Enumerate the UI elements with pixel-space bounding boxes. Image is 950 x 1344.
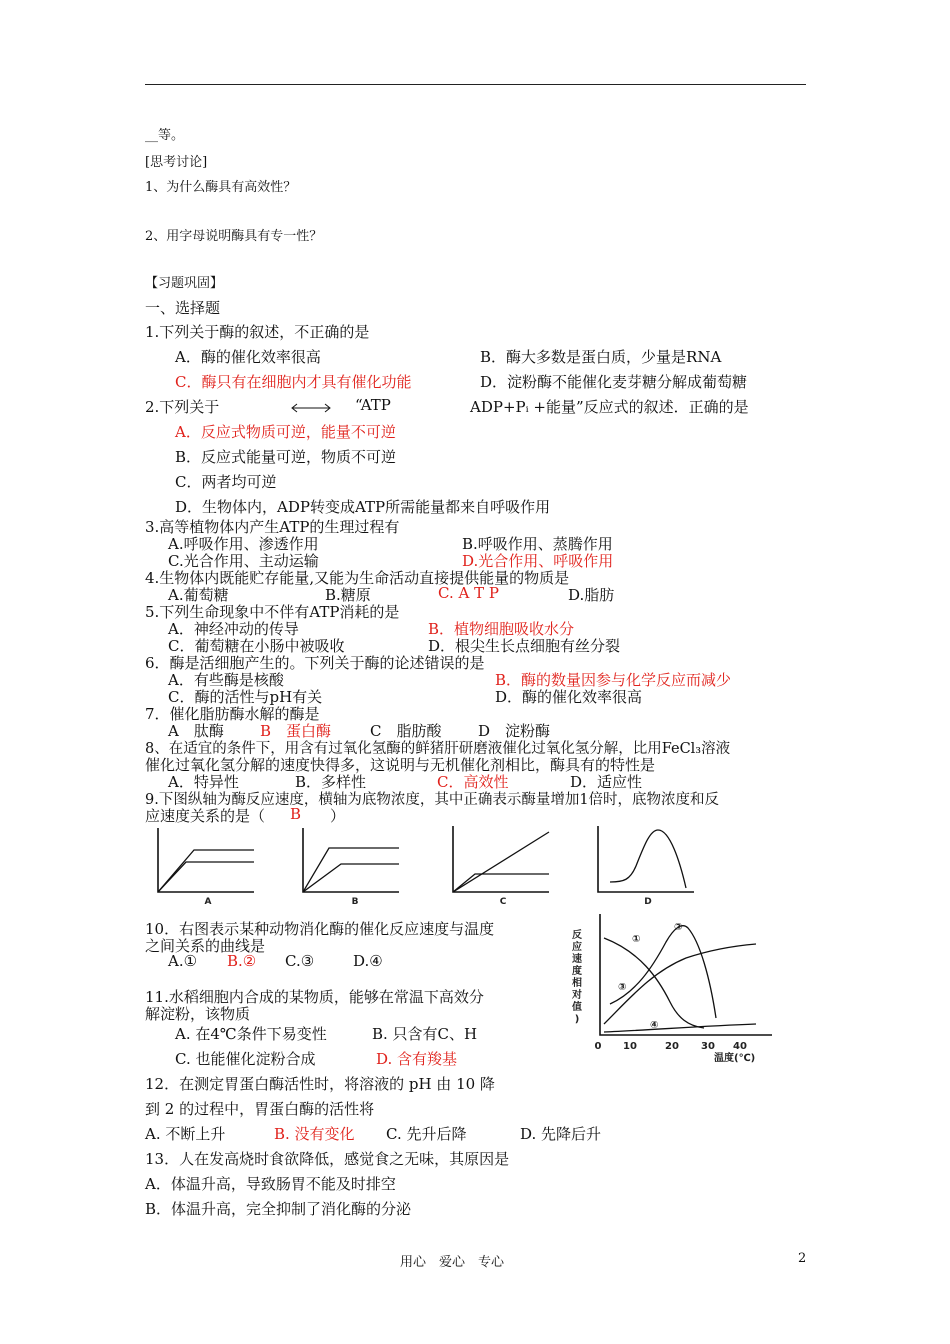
- q3-option-d-answer: D.光合作用、呼吸作用: [462, 552, 614, 570]
- ylabel-char: 速: [572, 954, 582, 965]
- q9-answer: B: [290, 805, 302, 823]
- q8-option-d: D．适应性: [570, 773, 643, 791]
- ylabel-char: 反: [572, 930, 582, 941]
- curve-mark-3: ③: [618, 982, 627, 993]
- q1-option-c-answer: C．酶只有在细胞内才具有催化功能: [175, 373, 412, 391]
- curve-2: [610, 926, 716, 1018]
- y-axis-label: [571, 928, 582, 1025]
- q8-line1: 8、在适宜的条件下，用含有过氧化氢酶的鲜猪肝研磨液催化过氧化氢分解，比用FeCl₃溶液: [145, 741, 731, 757]
- q6-option-a: A．有些酶是核酸: [168, 671, 284, 689]
- footer-motto: 用心 爱心 专心: [400, 1255, 505, 1270]
- graph-d-label: D: [644, 897, 652, 907]
- curve-mark-1: ①: [632, 934, 641, 945]
- temperature-chart: [570, 912, 790, 1062]
- q11-option-c: C. 也能催化淀粉合成: [175, 1050, 316, 1068]
- q4-option-c-answer: C. A T P: [438, 584, 499, 602]
- q1-stem: 1.下列关于酶的叙述，不正确的是: [145, 323, 370, 341]
- ylabel-char: 度: [572, 966, 582, 977]
- q10-option-b-answer: B.②: [227, 952, 257, 970]
- q11-option-d-answer: D. 含有羧基: [376, 1050, 458, 1068]
- tick-label: 40: [733, 1041, 747, 1052]
- q2-stem-c: ADP+Pᵢ +能量”反应式的叙述．正确的是: [470, 398, 749, 416]
- q9-line2: 应速度关系的是（: [145, 807, 266, 825]
- tick-label: 30: [701, 1041, 715, 1052]
- q2-option-b: B．反应式能量可逆，物质不可逆: [175, 448, 397, 466]
- q5-option-d: D．根尖生长点细胞有丝分裂: [428, 637, 621, 655]
- discussion-q1: 1、为什么酶具有高效性？: [145, 180, 297, 195]
- q13-option-b: B．体温升高，完全抑制了消化酶的分泌: [145, 1200, 412, 1218]
- q1-option-b: B．酶大多数是蛋白质，少量是RNA: [480, 348, 722, 366]
- reversible-arrow-icon: [290, 402, 332, 414]
- discussion-heading: [思考讨论]: [145, 155, 208, 170]
- q8-option-b: B．多样性: [295, 773, 367, 791]
- tick-label: 20: [665, 1041, 679, 1052]
- curve-mark-4: ④: [650, 1020, 659, 1031]
- graph-c-label: C: [499, 897, 507, 907]
- q6-option-b-answer: B．酶的数量因参与化学反应而减少: [495, 671, 732, 689]
- graph-a: [150, 826, 260, 906]
- q7-stem: 7．催化脂肪酶水解的酶是: [145, 705, 320, 723]
- blank-line-end: __等。: [145, 128, 185, 143]
- q3-option-a: A.呼吸作用、渗透作用: [168, 535, 319, 553]
- graph-b-label: B: [351, 897, 359, 907]
- q2-option-d: D．生物体内，ADP转变成ATP所需能量都来自呼吸作用: [175, 498, 551, 516]
- q5-option-a: A．神经冲动的传导: [168, 620, 299, 638]
- section-title: 【习题巩固】: [145, 276, 224, 291]
- q12-option-a: A. 不断上升: [145, 1125, 226, 1143]
- q10-option-d: D.④: [353, 952, 383, 970]
- ylabel-char: 对: [572, 990, 582, 1001]
- tick-label: 10: [623, 1041, 637, 1052]
- curve-4: [604, 1024, 756, 1032]
- q10-line1: 10．右图表示某种动物消化酶的催化反应速度与温度: [145, 920, 495, 938]
- q6-option-c: C．酶的活性与pH有关: [168, 688, 323, 706]
- q5-option-b-answer: B．植物细胞吸收水分: [428, 620, 575, 638]
- q13-option-a: A．体温升高，导致肠胃不能及时排空: [145, 1175, 396, 1193]
- q7-option-b-answer: B 蛋白酶: [260, 722, 332, 740]
- q2-stem-a: 2.下列关于: [145, 398, 220, 416]
- q7-option-c: C 脂肪酸: [370, 722, 442, 740]
- q7-option-a: A 肽酶: [168, 722, 224, 740]
- q3-stem: 3.高等植物体内产生ATP的生理过程有: [145, 518, 400, 536]
- q2-option-a-answer: A．反应式物质可逆，能量不可逆: [175, 423, 396, 441]
- q12-line2: 到 2 的过程中，胃蛋白酶的活性将: [145, 1100, 375, 1118]
- q12-line1: 12．在测定胃蛋白酶活性时，将溶液的 pH 由 10 降: [145, 1075, 495, 1093]
- q12-option-b-answer: B. 没有变化: [274, 1125, 355, 1143]
- q8-option-a: A．特异性: [168, 773, 239, 791]
- q10-option-c: C.③: [285, 952, 315, 970]
- q7-option-d: D 淀粉酶: [478, 722, 551, 740]
- graph-a-label: A: [204, 897, 212, 907]
- q1-option-a: A．酶的催化效率很高: [175, 348, 321, 366]
- q9-close-paren: ）: [330, 807, 346, 825]
- q2-stem-b: “ATP: [355, 396, 391, 414]
- q11-line1: 11.水稻细胞内合成的某物质，能够在常温下高效分: [145, 988, 484, 1006]
- q8-line2: 催化过氧化氢分解的速度快得多，这说明与无机催化剂相比，酶具有的特性是: [145, 756, 656, 774]
- q11-line2: 解淀粉，该物质: [145, 1005, 251, 1023]
- graph-b: [295, 826, 405, 906]
- discussion-q2: 2、用字母说明酶具有专一性？: [145, 229, 323, 244]
- q6-stem: 6．酶是活细胞产生的。下列关于酶的论述错误的是: [145, 654, 485, 672]
- q5-stem: 5.下列生命现象中不伴有ATP消耗的是: [145, 603, 400, 621]
- q12-option-c: C. 先升后降: [386, 1125, 467, 1143]
- q8-option-c-answer: C．高效性: [437, 773, 509, 791]
- ylabel-char: 相: [572, 978, 582, 989]
- ylabel-char: 值: [572, 1002, 582, 1013]
- q11-option-a: A. 在4℃条件下易变性: [175, 1025, 327, 1043]
- ylabel-char: ): [574, 1014, 580, 1025]
- q4-option-a: A.葡萄糖: [168, 586, 229, 604]
- q5-option-c: C．葡萄糖在小肠中被吸收: [168, 637, 345, 655]
- curve-mark-2: ②: [674, 922, 683, 933]
- header-rule: [145, 84, 806, 85]
- q12-option-d: D. 先降后升: [520, 1125, 602, 1143]
- part-title: 一、选择题: [145, 299, 221, 317]
- curve-3: [604, 944, 756, 1024]
- graph-c: [445, 826, 555, 906]
- q6-option-d: D．酶的催化效率很高: [495, 688, 643, 706]
- q10-line2: 之间关系的曲线是: [145, 937, 266, 955]
- q4-option-d: D.脂肪: [568, 586, 615, 604]
- page-number: 2: [798, 1251, 807, 1266]
- q2-option-c: C．两者均可逆: [175, 473, 277, 491]
- tick-label: 0: [594, 1041, 602, 1052]
- q13-stem: 13．人在发高烧时食欲降低，感觉食之无味，其原因是: [145, 1150, 510, 1168]
- q3-option-c: C.光合作用、主动运输: [168, 552, 319, 570]
- graph-d: [590, 826, 710, 906]
- q9-line1: 9.下图纵轴为酶反应速度，横轴为底物浓度，其中正确表示酶量增加1倍时，底物浓度和反: [145, 792, 720, 808]
- ylabel-char: 应: [572, 942, 582, 953]
- q10-option-a: A.①: [168, 952, 198, 970]
- q1-option-d: D．淀粉酶不能催化麦芽糖分解成葡萄糖: [480, 373, 748, 391]
- q4-stem: 4.生物体内既能贮存能量,又能为生命活动直接提供能量的物质是: [145, 569, 570, 587]
- x-axis-label: 温度(℃): [714, 1053, 756, 1064]
- q4-option-b: B.糖原: [325, 586, 371, 604]
- q11-option-b: B. 只含有C、H: [372, 1025, 478, 1043]
- q3-option-b: B.呼吸作用、蒸腾作用: [462, 535, 613, 553]
